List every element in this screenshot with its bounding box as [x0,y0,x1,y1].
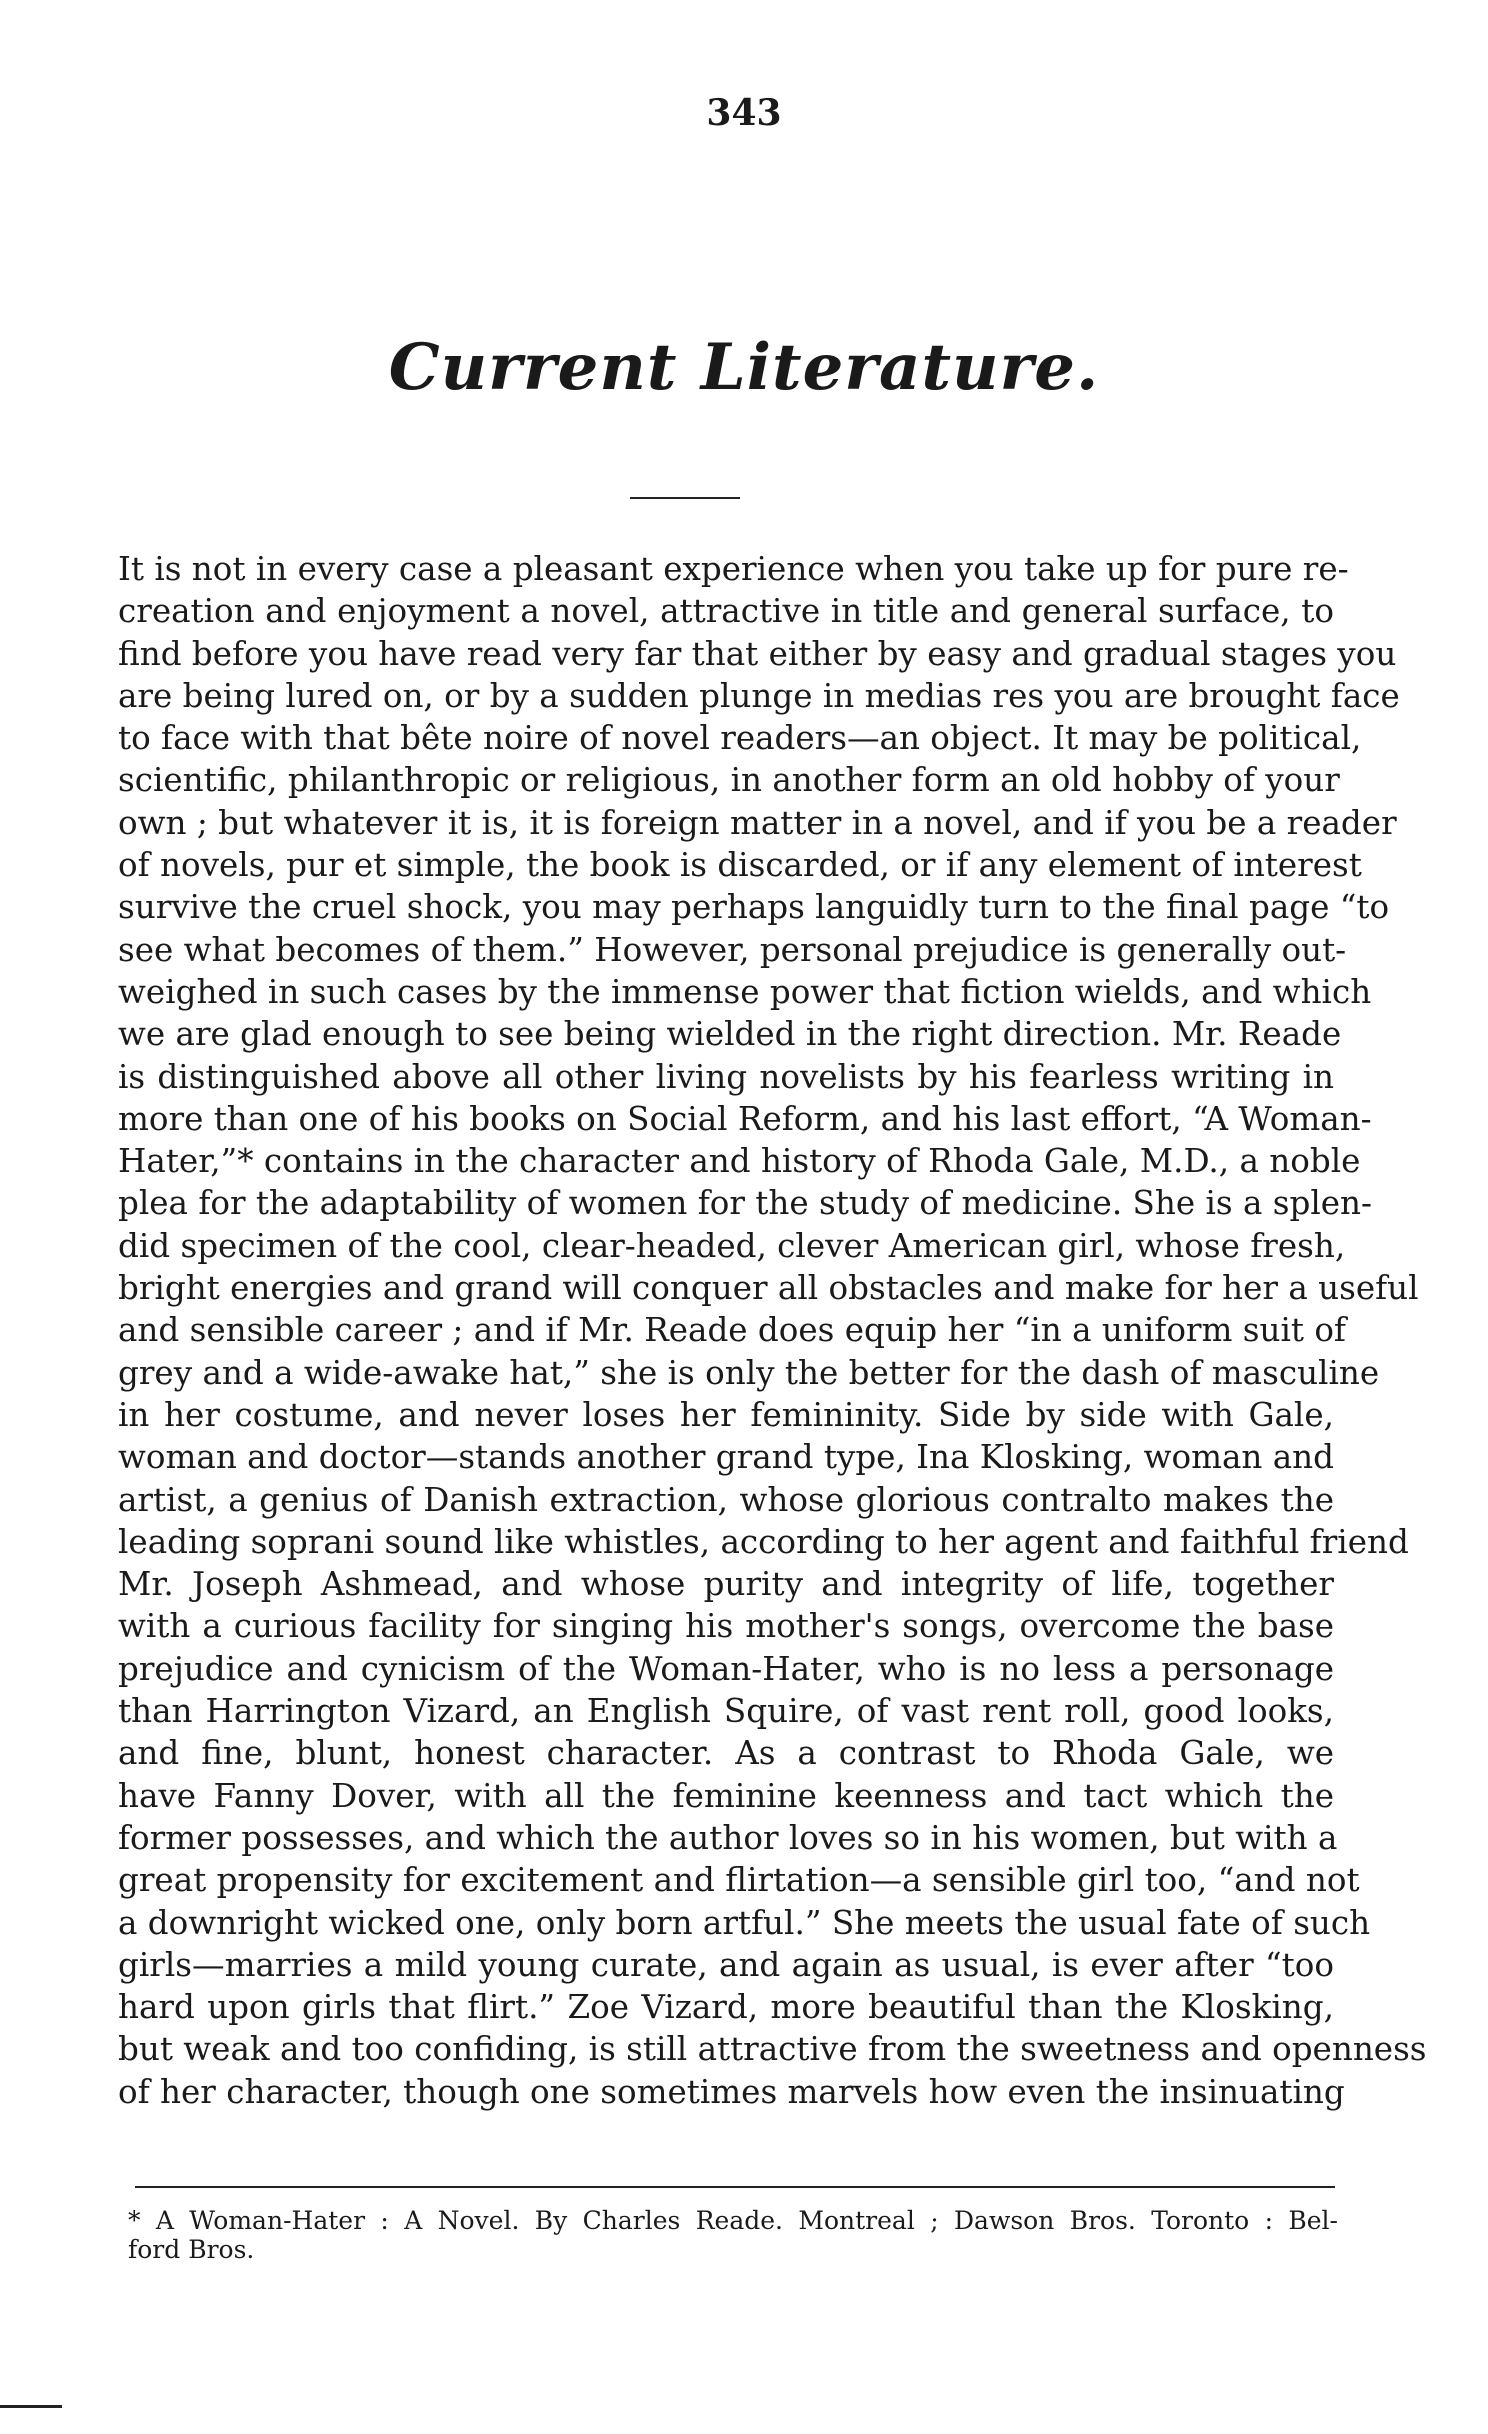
text-line: plea for the adaptability of women for the study of medicine. She is a splen- [118,1184,1373,1223]
text-line: of her character, though one sometimes marvels how even the insinuating [118,2072,1345,2111]
text-line: weighed in such cases by the immense power that fiction wields, and which [118,972,1372,1011]
text-line: and fine, blunt, honest character. As a contrast to Rhoda Gale, we [118,1734,1334,1773]
article-body [118,548,1427,2113]
text-line: artist, a genius of Danish extraction, whose glorious contralto makes the [118,1480,1334,1519]
text-line: find before you have read very far that either by easy and gradual stages you [118,634,1397,673]
text-line: girls—marries a mild young curate, and again as usual, is ever after “too [118,1945,1334,1984]
text-line: bright energies and grand will conquer all obstacles and make for her a useful [118,1269,1419,1308]
text-line: Hater,”* contains in the character and history of Rhoda Gale, M.D., a noble [118,1142,1361,1181]
page-number: 343 [706,92,782,134]
text-line: creation and enjoyment a novel, attractive in title and general surface, to [118,592,1334,631]
text-line: did specimen of the cool, clear-headed, clever American girl, whose fresh, [118,1226,1346,1265]
text-line: of novels, pur et simple, the book is discarded, or if any element of interest [118,846,1362,885]
text-line: leading soprani sound like whistles, according to her agent and faithful friend [118,1522,1409,1561]
title-divider [630,497,740,499]
text-line: own ; but whatever it is, it is foreign matter in a novel, and if you be a reader [118,803,1397,842]
page-title: Current Literature. [388,330,1100,405]
text-line: great propensity for excitement and flirtation—a sensible girl too, “and not [118,1861,1360,1900]
text-line: see what becomes of them.” However, personal prejudice is generally out- [118,930,1347,969]
text-line: woman and doctor—stands another grand type, Ina Klosking, woman and [118,1438,1335,1477]
text-line: grey and a wide-awake hat,” she is only the better for the dash of masculine [118,1353,1380,1392]
text-line: It is not in every case a pleasant experience when you take up for pure re- [118,550,1349,588]
text-line: but weak and too confiding, is still attractive from the sweetness and openness [118,2030,1427,2069]
text-line: Mr. Joseph Ashmead, and whose purity and integrity of life, together [118,1565,1334,1604]
text-line: former possesses, and which the author loves so in his women, but with a [118,1818,1338,1857]
footnote-line-2: ford Bros. [128,2235,255,2264]
text-line: in her costume, and never loses her femininity. Side by side with Gale, [118,1395,1334,1434]
text-line: is distinguished above all other living novelists by his fearless writing in [118,1057,1334,1096]
text-line: prejudice and cynicism of the Woman-Hater, who is no less a personage [118,1649,1334,1688]
text-line: are being lured on, or by a sudden plunge in medias res you are brought face [118,676,1400,715]
text-line: we are glad enough to see being wielded in the right direction. Mr. Reade [118,1015,1342,1054]
text-line: and sensible career ; and if Mr. Reade does equip her “in a uniform suit of [118,1311,1346,1350]
text-line: to face with that bête noire of novel readers—an object. It may be political, [118,719,1362,758]
text-line: a downright wicked one, only born artful.” She meets the usual fate of such [118,1903,1371,1942]
footnote-divider [135,2186,1335,2188]
text-line: scientific, philanthropic or religious, in another form an old hobby of your [118,761,1340,800]
page-edge-mark [0,2405,62,2408]
text-line: have Fanny Dover, with all the feminine keenness and tact which the [118,1776,1334,1815]
text-line: hard upon girls that flirt.” Zoe Vizard, more beautiful than the Klosking, [118,1988,1334,2027]
footnote-line-1: * A Woman-Hater : A Novel. By Charles Reade. Montreal ; Dawson Bros. Toronto : Bel- [128,2206,1338,2235]
text-line: survive the cruel shock, you may perhaps languidly turn to the final page “to [118,888,1390,927]
text-line: than Harrington Vizard, an English Squire, of vast rent roll, good looks, [118,1692,1334,1731]
text-line: with a curious facility for singing his mother's songs, overcome the base [118,1607,1334,1646]
text-line: more than one of his books on Social Reform, and his last effort, “A Woman- [118,1099,1372,1138]
